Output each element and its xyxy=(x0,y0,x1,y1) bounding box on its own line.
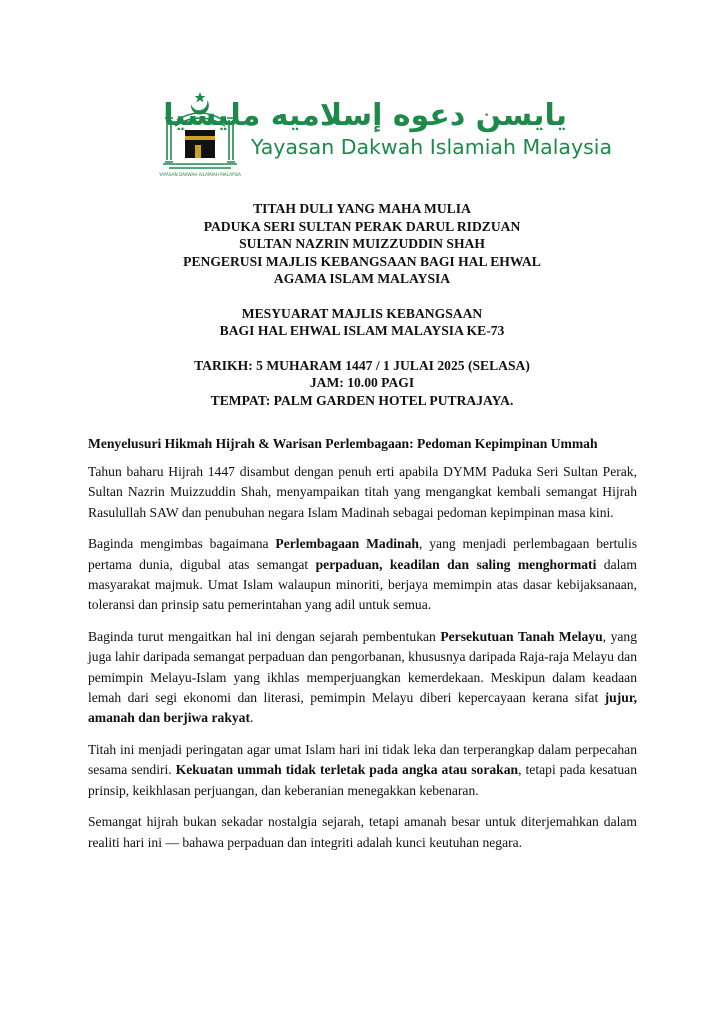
logo-name: Yayasan Dakwah Islamiah Malaysia xyxy=(251,135,613,159)
bold-text: jujur, amanah dan berjiwa rakyat xyxy=(88,690,637,726)
venue-line: TEMPAT: PALM GARDEN HOTEL PUTRAJAYA. xyxy=(210,392,514,408)
text: . xyxy=(250,710,254,726)
titah-line: SULTAN NAZRIN MUIZZUDDIN SHAH xyxy=(239,236,485,251)
article-body xyxy=(88,434,637,864)
document-header xyxy=(60,200,664,409)
titah-line: TITAH DULI YANG MAHA MULIA xyxy=(253,201,471,216)
bold-text: Persekutuan Tanah Melayu xyxy=(440,628,603,644)
paragraph: Tahun baharu Hijrah 1447 disambut dengan penuh erti apabila DYMM Paduka Seri Sultan Perak, Sultan Nazrin Muizzuddin Shah, menyampaikan titah yang mengangkat kembali semangat Hijrah Rasulullah SAW dan penubuhan negara Islam Madinah sebagai pedoman kepimpinan masa kini. xyxy=(88,464,637,520)
meeting-line: MESYUARAT MAJLIS KEBANGSAAN xyxy=(241,305,483,321)
text: , yang menjadi perlembagaan bertulis pertama dunia, digubal atas semangat xyxy=(88,536,638,572)
text: Titah ini menjadi peringatan agar umat Islam hari ini tidak leka dan terperangkap dalam perpecahan sesama sendiri. xyxy=(88,741,637,778)
text: , tetapi pada kesatuan prinsip, keikhlasan perjuangan, dan keberanian menegakkan kebenaran. xyxy=(88,762,637,798)
time-line: JAM: 10.00 PAGI xyxy=(309,375,415,390)
emblem-caption: YAYASAN DAKWAH ISLAMIAH MALAYSIA xyxy=(159,172,241,177)
bold-text: Kekuatan ummah tidak terletak pada angka atau sorakan xyxy=(175,762,519,778)
bold-text: Perlembagaan Madinah xyxy=(275,536,419,552)
meeting-line: BAGI HAL EHWAL ISLAM MALAYSIA KE-73 xyxy=(219,323,505,338)
text: Baginda turut mengaitkan hal ini dengan sejarah pembentukan xyxy=(88,628,441,644)
ydim-logo xyxy=(155,90,613,178)
bold-text: perpaduan, keadilan dan saling menghormati xyxy=(315,556,597,572)
text: Baginda mengimbas bagaimana xyxy=(88,536,276,552)
date-line: TARIKH: 5 MUHARAM 1447 / 1 JULAI 2025 (SELASA) xyxy=(194,357,530,373)
text: dalam masyarakat majmuk. Umat Islam walaupun minoriti, berjaya memimpin atas dasar kebijaksanaan, toleransi dan prinsip satu pemerintahan yang adil untuk semua. xyxy=(88,556,637,613)
titah-line: PADUKA SERI SULTAN PERAK DARUL RIDZUAN xyxy=(203,218,521,234)
text: , yang juga lahir daripada semangat perpaduan dan pengorbanan, khususnya daripada Raja-raja Melayu dan pemimpin Melayu-Islam yang ikhlas memperjuangkan kemerdekaan. Meskipun dalam keadaan lemah dari segi ekonomi dan literasi, pemimpin Melayu diberi kepercayaan kerana sifat xyxy=(88,628,637,706)
titah-line: PENGERUSI MAJLIS KEBANGSAAN BAGI HAL EHWAL xyxy=(183,253,541,269)
paragraph: Semangat hijrah bukan sekadar nostalgia sejarah, tetapi amanah besar untuk diterjemahkan dalam realiti hari ini — bahawa perpaduan dan integriti adalah kunci keutuhan negara. xyxy=(88,814,637,850)
logo-jawi-text: يايسن دعوه إسلاميه مليسيا xyxy=(163,98,567,133)
paragraph xyxy=(88,627,637,729)
titah-line: AGAMA ISLAM MALAYSIA xyxy=(273,271,451,286)
article-heading: Menyelusuri Hikmah Hijrah & Warisan Perlembagaan: Pedoman Kepimpinan Ummah xyxy=(88,436,598,451)
paragraph xyxy=(88,534,637,616)
paragraph xyxy=(88,740,637,801)
